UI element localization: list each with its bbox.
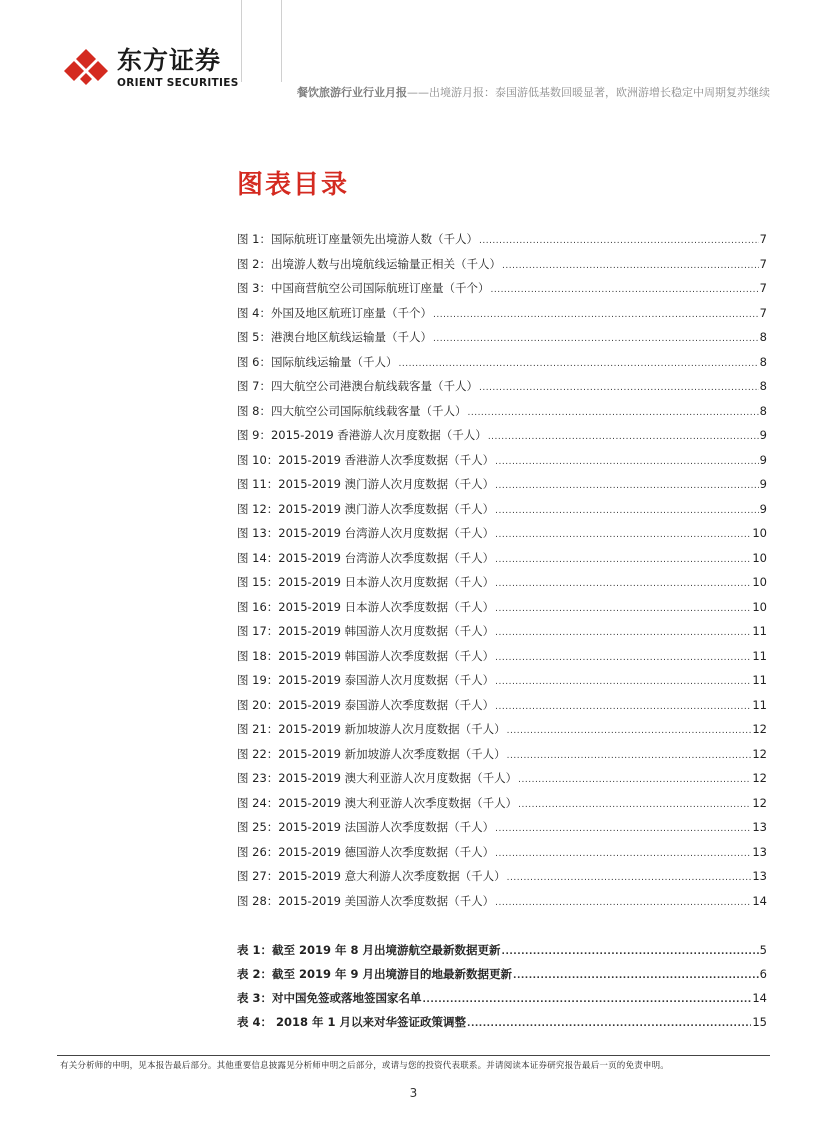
- figure-entry-label: 图 7：四大航空公司港澳台航线载客量（千人）: [237, 379, 478, 393]
- figure-entry-label: 图 15：2015-2019 日本游人次月度数据（千人）: [237, 575, 495, 589]
- footer-disclaimer: 有关分析师的申明，见本报告最后部分。其他重要信息披露见分析师申明之后部分，或请与您的投资代表联系。并请阅读本证券研究报告最后一页的免责申明。: [60, 1061, 670, 1071]
- figure-entry-page: 10: [752, 550, 767, 565]
- figure-entry-label: 图 25：2015-2019 法国游人次季度数据（千人）: [237, 820, 495, 834]
- figure-entry-label: 图 3：中国商营航空公司国际航班订座量（千个）: [237, 281, 490, 295]
- figure-entry-page: 13: [752, 869, 767, 883]
- figure-entry-label: 图 1：国际航班订座量领先出境游人数（千人）: [237, 232, 478, 246]
- figure-entry[interactable]: [237, 721, 767, 746]
- figure-entry[interactable]: [237, 844, 767, 869]
- figure-entry[interactable]: [237, 231, 767, 256]
- figure-entry-label: 图 8：四大航空公司国际航线载客量（千人）: [237, 403, 467, 418]
- figure-entry-label: 图 5：港澳台地区航线运输量（千人）: [237, 330, 432, 344]
- figure-entry-label: 图 17：2015-2019 韩国游人次月度数据（千人）: [237, 624, 495, 638]
- dot-leader: [507, 726, 752, 736]
- figure-entry[interactable]: [237, 378, 767, 403]
- figure-entry-label: 图 22：2015-2019 新加坡游人次季度数据（千人）: [237, 746, 506, 761]
- figure-entry[interactable]: [237, 403, 767, 428]
- figure-entry[interactable]: [237, 256, 767, 281]
- figure-entry[interactable]: [237, 819, 767, 844]
- brand-name-en: ORIENT SECURITIES: [117, 77, 239, 89]
- dot-leader: [507, 873, 752, 883]
- figure-entry-label: 图 2：出境游人数与出境航线运输量正相关（千人）: [237, 256, 501, 271]
- dot-leader: [495, 457, 759, 467]
- footer-divider: [57, 1055, 770, 1056]
- figure-entry[interactable]: [237, 280, 767, 305]
- table-entry[interactable]: [237, 990, 767, 1014]
- figure-entry-label: 图 10：2015-2019 香港游人次季度数据（千人）: [237, 452, 495, 467]
- figure-entry-label: 图 11：2015-2019 澳门游人次月度数据（千人）: [237, 477, 495, 491]
- page-title: 图表目录: [237, 170, 350, 200]
- report-title: ——出境游月报：泰国游低基数回暖显著，欧洲游增长稳定中周期复苏继续: [407, 86, 770, 99]
- dot-leader: [490, 285, 758, 295]
- figure-entry-label: 图 13：2015-2019 台湾游人次月度数据（千人）: [237, 526, 495, 540]
- table-list: [237, 942, 767, 1038]
- brand-name-cn: 东方证券: [117, 46, 222, 75]
- figure-entry-page: 11: [752, 697, 767, 712]
- dot-leader: [488, 432, 759, 442]
- dot-leader: [495, 677, 751, 687]
- table-entry-label: 表 2：截至 2019 年 9 月出境游目的地最新数据更新: [237, 967, 513, 981]
- figure-entry-page: 10: [752, 526, 767, 540]
- figure-entry[interactable]: [237, 574, 767, 599]
- figure-entry[interactable]: [237, 501, 767, 526]
- table-entry-label: 表 1：截至 2019 年 8 月出境游航空最新数据更新: [237, 943, 501, 957]
- dot-leader: [495, 702, 751, 712]
- figure-entry[interactable]: [237, 623, 767, 648]
- figure-entry[interactable]: [237, 476, 767, 501]
- figure-entry[interactable]: [237, 427, 767, 452]
- figure-entry-label: 图 14：2015-2019 台湾游人次季度数据（千人）: [237, 550, 495, 565]
- dot-leader: [398, 359, 758, 369]
- figure-entry-page: 13: [752, 820, 767, 834]
- figure-entry-label: 图 23：2015-2019 澳大利亚游人次月度数据（千人）: [237, 771, 518, 785]
- figure-entry-label: 图 28：2015-2019 美国游人次季度数据（千人）: [237, 893, 495, 908]
- figure-entry-page: 11: [752, 624, 767, 638]
- figure-entry-page: 8: [759, 330, 767, 344]
- dot-leader: [495, 824, 751, 834]
- table-entry-page: 14: [752, 991, 767, 1005]
- figure-entry-page: 9: [759, 428, 767, 442]
- dot-leader: [495, 555, 751, 565]
- figure-entry[interactable]: [237, 795, 767, 820]
- figure-entry-label: 图 20：2015-2019 泰国游人次季度数据（千人）: [237, 697, 495, 712]
- dot-leader: [495, 506, 759, 516]
- figure-entry[interactable]: [237, 329, 767, 354]
- figure-entry-label: 图 26：2015-2019 德国游人次季度数据（千人）: [237, 844, 495, 859]
- figure-entry-page: 9: [759, 501, 767, 516]
- report-category: 餐饮旅游行业行业月报: [297, 86, 407, 99]
- figure-entry-page: 10: [752, 599, 767, 614]
- figure-entry-page: 12: [752, 771, 767, 785]
- figure-list: [237, 231, 767, 917]
- page-number: 3: [409, 1086, 418, 1100]
- figure-entry-label: 图 27：2015-2019 意大利游人次季度数据（千人）: [237, 869, 506, 883]
- dot-leader: [479, 383, 759, 393]
- orient-securities-logo-icon: [62, 47, 110, 87]
- dot-leader: [433, 334, 759, 344]
- figure-entry-label: 图 19：2015-2019 泰国游人次月度数据（千人）: [237, 673, 495, 687]
- dot-leader: [467, 408, 758, 418]
- dot-leader: [495, 653, 751, 663]
- figure-entry[interactable]: [237, 550, 767, 575]
- figure-entry[interactable]: [237, 868, 767, 893]
- dot-leader: [495, 530, 751, 540]
- figure-entry[interactable]: [237, 648, 767, 673]
- table-entry[interactable]: [237, 966, 767, 990]
- dot-leader: [495, 604, 751, 614]
- figure-entry[interactable]: [237, 746, 767, 771]
- figure-entry-page: 12: [752, 722, 767, 736]
- figure-entry[interactable]: [237, 770, 767, 795]
- figure-entry-label: 图 16：2015-2019 日本游人次季度数据（千人）: [237, 599, 495, 614]
- dot-leader: [495, 628, 751, 638]
- figure-entry-label: 图 12：2015-2019 澳门游人次季度数据（千人）: [237, 501, 495, 516]
- dot-leader: [495, 481, 759, 491]
- dot-leader: [507, 751, 752, 761]
- dot-leader: [495, 898, 751, 908]
- figure-entry-page: 9: [759, 452, 767, 467]
- table-entry-page: 15: [752, 1015, 767, 1029]
- figure-entry-page: 13: [752, 844, 767, 859]
- figure-entry[interactable]: [237, 452, 767, 477]
- figure-entry-page: 7: [759, 305, 767, 320]
- dot-leader: [479, 236, 759, 246]
- figure-entry-page: 11: [752, 648, 767, 663]
- header-divider: [281, 0, 282, 82]
- dot-leader: [502, 261, 759, 271]
- dot-leader: [513, 971, 759, 981]
- dot-leader: [518, 800, 751, 810]
- figure-entry-page: 8: [759, 354, 767, 369]
- figure-entry-label: 图 18：2015-2019 韩国游人次季度数据（千人）: [237, 648, 495, 663]
- dot-leader: [502, 947, 759, 957]
- figure-entry-page: 12: [752, 795, 767, 810]
- table-entry-page: 5: [759, 943, 767, 957]
- figure-entry[interactable]: [237, 599, 767, 624]
- figure-entry-label: 图 4：外国及地区航班订座量（千个）: [237, 305, 432, 320]
- figure-entry[interactable]: [237, 697, 767, 722]
- figure-entry-label: 图 9：2015-2019 香港游人次月度数据（千人）: [237, 428, 487, 442]
- figure-entry[interactable]: [237, 672, 767, 697]
- dot-leader: [433, 310, 759, 320]
- figure-entry[interactable]: [237, 525, 767, 550]
- table-entry-label: 表 4： 2018 年 1 月以来对华签证政策调整: [237, 1015, 467, 1029]
- dot-leader: [467, 1019, 751, 1029]
- figure-entry-page: 12: [752, 746, 767, 761]
- figure-entry-page: 9: [759, 477, 767, 491]
- figure-entry-page: 7: [759, 256, 767, 271]
- figure-entry-page: 11: [752, 673, 767, 687]
- table-entry-label: 表 3：对中国免签或落地签国家名单: [237, 991, 422, 1005]
- figure-entry-label: 图 21：2015-2019 新加坡游人次月度数据（千人）: [237, 722, 506, 736]
- dot-leader: [423, 995, 752, 1005]
- table-entry[interactable]: [237, 942, 767, 966]
- figure-entry-label: 图 6：国际航线运输量（千人）: [237, 354, 398, 369]
- report-header-title: [240, 83, 770, 102]
- table-entry[interactable]: [237, 1014, 767, 1038]
- dot-leader: [518, 775, 751, 785]
- dot-leader: [495, 579, 751, 589]
- header-divider: [241, 0, 242, 82]
- figure-entry-label: 图 24：2015-2019 澳大利亚游人次季度数据（千人）: [237, 795, 518, 810]
- figure-entry-page: 7: [759, 232, 767, 246]
- figure-entry-page: 8: [759, 379, 767, 393]
- figure-entry-page: 14: [752, 893, 767, 908]
- figure-entry[interactable]: [237, 305, 767, 330]
- figure-entry[interactable]: [237, 354, 767, 379]
- table-entry-page: 6: [759, 967, 767, 981]
- figure-entry-page: 7: [759, 281, 767, 295]
- figure-entry-page: 10: [752, 575, 767, 589]
- figure-entry-page: 8: [759, 403, 767, 418]
- dot-leader: [495, 849, 751, 859]
- figure-entry[interactable]: [237, 893, 767, 918]
